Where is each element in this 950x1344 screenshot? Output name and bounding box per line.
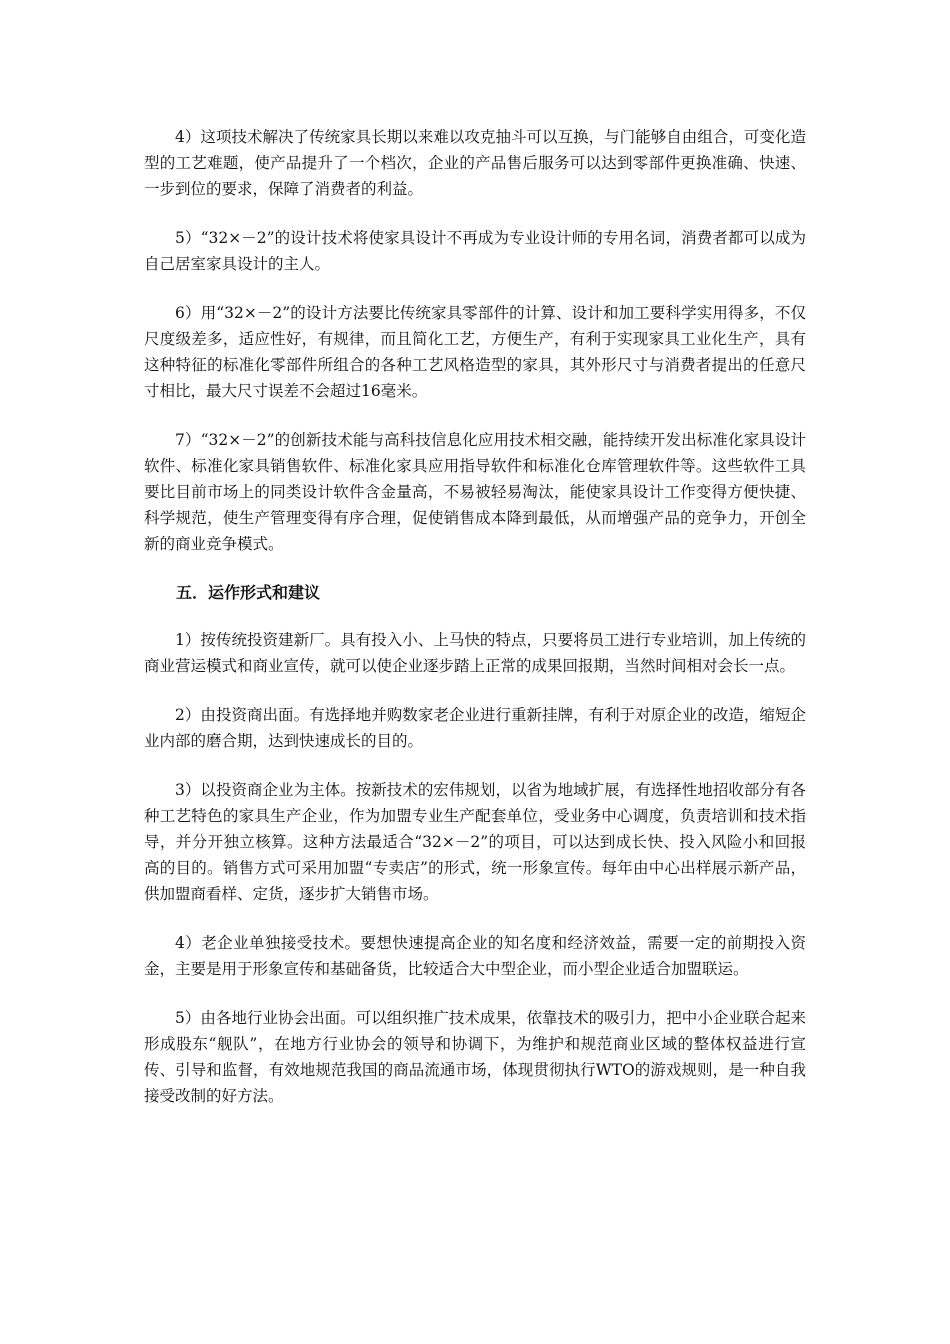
paragraph-item-4: 4）这项技术解决了传统家具长期以来难以攻克抽斗可以互换，与门能够自由组合，可变化造型的工艺难题，使产品提升了一个档次，企业的产品售后服务可以达到零部件更换准确、快速、一步到位的要求，保障了消费者的利益。 (144, 128, 806, 198)
proposal-item-3: 3）以投资商企业为主体。按新技术的宏伟规划，以省为地域扩展，有选择性地招收部分有各种工艺特色的家具生产企业，作为加盟专业生产配套单位，受业务中心调度，负责培训和技术指导，并分开独立核算。这种方法最适合“32×－2”的项目，可以达到成长快、投入风险小和回报高的目的。销售方式可采用加盟“专卖店”的形式，统一形象宣传。每年由中心出样展示新产品，供加盟商看样、定货，逐步扩大销售市场。 (144, 781, 806, 903)
document-body (144, 124, 806, 1132)
proposal-item-5: 5）由各地行业协会出面。可以组织推广技术成果，依靠技术的吸引力，把中小企业联合起来形成股东“舰队”，在地方行业协会的领导和协调下，为维护和规范商业区域的整体权益进行宣传、引导和监督，有效地规范我国的商品流通市场，体现贯彻执行WTO的游戏规则，是一种自我接受改制的好方法。 (144, 1009, 806, 1105)
paragraph-item-7: 7）“32×－2”的创新技术能与高科技信息化应用技术相交融，能持续开发出标准化家具设计软件、标准化家具销售软件、标准化家具应用指导软件和标准化仓库管理软件等。这些软件工具要比目前市场上的同类设计软件含金量高，不易被轻易淘汰，能使家具设计工作变得方便快捷、科学规范，使生产管理变得有序合理，促使销售成本降到最低，从而增强产品的竞争力，开创全新的商业竞争模式。 (144, 431, 806, 553)
paragraph-item-6: 6）用“32×－2”的设计方法要比传统家具零部件的计算、设计和加工要科学实用得多，不仅尺度级差多，适应性好，有规律，而且简化工艺，方便生产，有利于实现家具工业化生产，具有这种特征的标准化零部件所组合的各种工艺风格造型的家具，其外形尺寸与消费者提出的任意尺寸相比，最大尺寸误差不会超过16毫米。 (144, 304, 806, 400)
proposal-item-1: 1）按传统投资建新厂。具有投入小、上马快的特点，只要将员工进行专业培训，加上传统的商业营运模式和商业宣传，就可以使企业逐步踏上正常的成果回报期，当然时间相对会长一点。 (144, 631, 806, 675)
proposal-item-4: 4）老企业单独接受技术。要想快速提高企业的知名度和经济效益，需要一定的前期投入资金，主要是用于形象宣传和基础备货，比较适合大中型企业，而小型企业适合加盟联运。 (144, 934, 806, 978)
paragraph-item-5: 5）“32×－2”的设计技术将使家具设计不再成为专业设计师的专用名词，消费者都可以成为自己居室家具设计的主人。 (144, 229, 806, 273)
proposal-item-2: 2）由投资商出面。有选择地并购数家老企业进行重新挂牌，有利于对原企业的改造，缩短企业内部的磨合期，达到快速成长的目的。 (144, 706, 806, 750)
section-heading: 五．运作形式和建议 (176, 583, 321, 602)
